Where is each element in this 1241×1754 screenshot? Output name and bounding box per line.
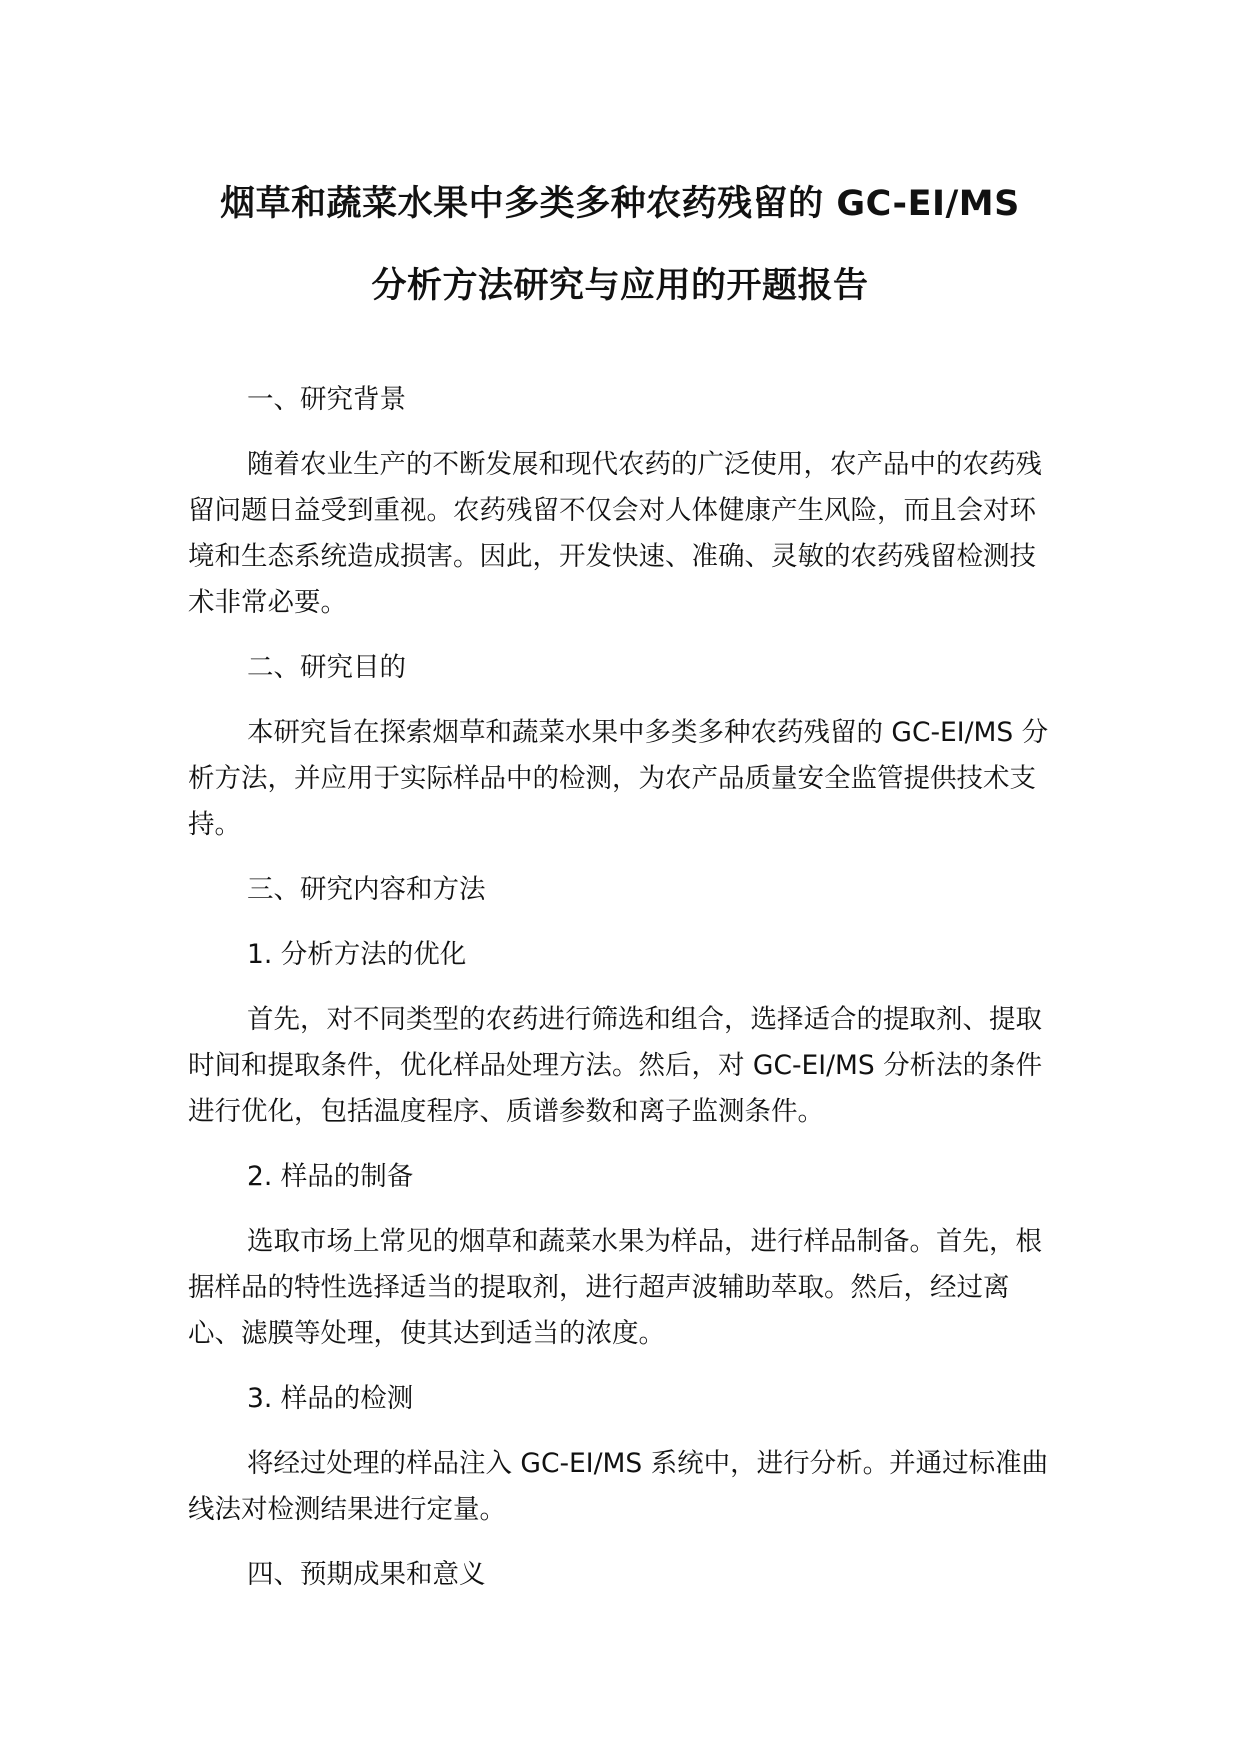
document-title-line-1: 烟草和蔬菜水果中多类多种农药残留的 GC-EI/MS bbox=[220, 184, 1020, 224]
paragraph-method-optimization: 首先，对不同类型的农药进行筛选和组合，选择适合的提取剂、提取时间和提取条件，优化样品处理方法。然后，对 GC-EI/MS 分析法的条件进行优化，包括温度程序、质谱参数和离子监测条件。 bbox=[188, 1004, 1043, 1127]
subsection-heading-sample-preparation: 2. 样品的制备 bbox=[247, 1161, 414, 1192]
paragraph-purpose: 本研究旨在探索烟草和蔬菜水果中多类多种农药残留的 GC-EI/MS 分析方法，并应用于实际样品中的检测，为农产品质量安全监管提供技术支持。 bbox=[188, 717, 1049, 840]
document-title-line-2: 分析方法研究与应用的开题报告 bbox=[371, 266, 869, 306]
subsection-heading-method-optimization: 1. 分析方法的优化 bbox=[247, 939, 467, 970]
paragraph-sample-preparation: 选取市场上常见的烟草和蔬菜水果为样品，进行样品制备。首先，根据样品的特性选择适当的提取剂，进行超声波辅助萃取。然后，经过离心、滤膜等处理，使其达到适当的浓度。 bbox=[188, 1226, 1042, 1349]
section-heading-purpose: 二、研究目的 bbox=[247, 652, 406, 683]
document-body bbox=[188, 377, 1058, 1617]
section-heading-content-methods: 三、研究内容和方法 bbox=[247, 874, 486, 905]
paragraph-sample-detection: 将经过处理的样品注入 GC-EI/MS 系统中，进行分析。并通过标准曲线法对检测结果进行定量。 bbox=[188, 1448, 1049, 1525]
section-heading-expected-results: 四、预期成果和意义 bbox=[247, 1559, 486, 1590]
section-heading-background: 一、研究背景 bbox=[247, 384, 406, 415]
subsection-heading-sample-detection: 3. 样品的检测 bbox=[247, 1383, 414, 1414]
paragraph-background: 随着农业生产的不断发展和现代农药的广泛使用，农产品中的农药残留问题日益受到重视。农药残留不仅会对人体健康产生风险，而且会对环境和生态系统造成损害。因此，开发快速、准确、灵敏的农药残留检测技术非常必要。 bbox=[188, 449, 1042, 618]
